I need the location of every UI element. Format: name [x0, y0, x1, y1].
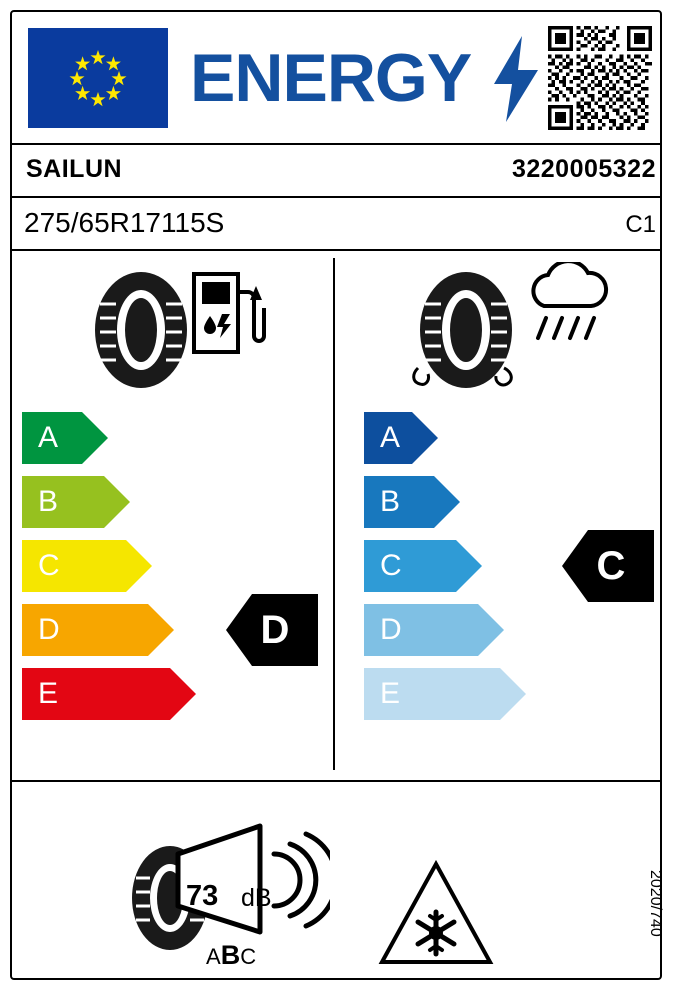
divider-brand	[12, 196, 660, 198]
fuel-grade-row	[22, 540, 312, 592]
rain-cloud-icon	[522, 262, 612, 359]
wet-rating-marker	[562, 530, 654, 607]
noise-value: 73	[186, 880, 219, 912]
noise-unit: dB	[241, 884, 272, 912]
tyre-class: C1	[625, 211, 656, 238]
brand-name: SAILUN	[26, 155, 123, 183]
lightning-bolt-icon	[492, 36, 540, 122]
regulation-reference	[646, 870, 666, 980]
divider-size	[12, 249, 660, 251]
wet-grade-letter: D	[380, 613, 402, 646]
noise-class-c: C	[240, 944, 257, 969]
wet-tyre-icon	[408, 268, 528, 403]
wet-grade-letter: B	[380, 485, 401, 518]
snowflake-mountain-icon	[376, 858, 496, 970]
wet-grade-row	[364, 476, 654, 528]
divider-top	[12, 143, 660, 145]
noise-class-a: A	[206, 944, 221, 969]
fuel-pump-icon	[190, 266, 266, 361]
fuel-grade-letter: B	[38, 485, 59, 518]
qr-code-icon	[548, 26, 652, 130]
noise-class-b: B	[220, 940, 241, 970]
type-code: 3220005322	[511, 155, 656, 183]
wet-grade-letter: E	[380, 677, 401, 710]
wet-grade-letter: A	[380, 421, 401, 454]
wet-grade-row	[364, 668, 654, 720]
noise-class	[206, 940, 256, 971]
fuel-grade-row	[22, 476, 312, 528]
fuel-grade-row	[22, 412, 312, 464]
regulation-text: 2020/740	[647, 870, 664, 937]
fuel-efficiency-scale	[22, 412, 312, 732]
fuel-rating-letter: D	[260, 608, 290, 652]
fuel-grade-letter: C	[38, 549, 60, 582]
tyre-size: 275/65R17115S	[24, 207, 225, 238]
fuel-grade-letter: D	[38, 613, 60, 646]
energy-title: ENERGY	[190, 40, 472, 116]
wet-grade-row	[364, 412, 654, 464]
wet-grade-letter: C	[380, 549, 402, 582]
divider-bottom	[12, 780, 660, 782]
eu-flag-icon	[28, 28, 168, 128]
fuel-rating-marker	[226, 594, 318, 671]
wet-grade-row	[364, 604, 654, 656]
fuel-grade-letter: A	[38, 421, 59, 454]
fuel-grade-letter: E	[38, 677, 59, 710]
fuel-tyre-icon	[86, 268, 196, 397]
wet-rating-letter: C	[596, 544, 626, 588]
fuel-grade-row	[22, 668, 312, 720]
vertical-divider	[333, 258, 335, 770]
